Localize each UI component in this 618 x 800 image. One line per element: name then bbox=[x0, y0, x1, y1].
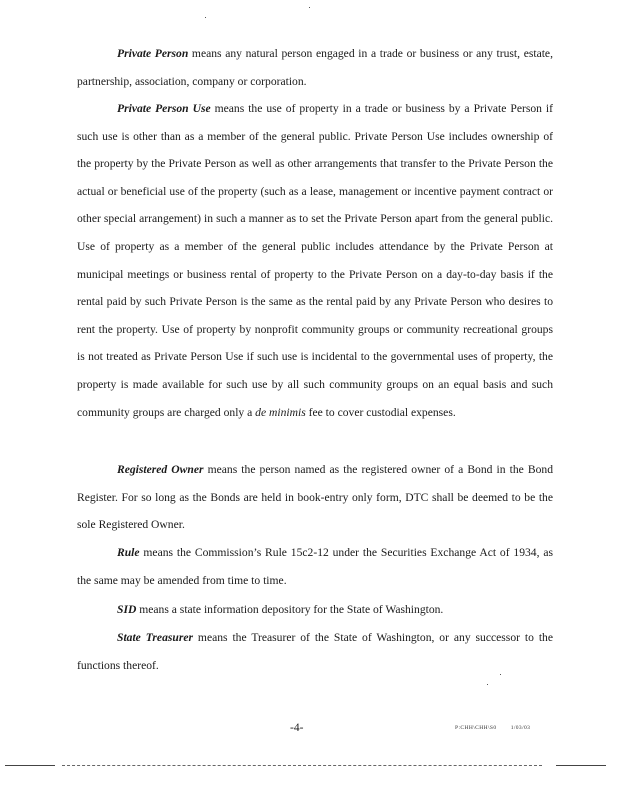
scan-edge-line bbox=[556, 765, 606, 766]
defined-term: SID bbox=[117, 603, 137, 616]
definition-text: means the Treasurer of the State of Washington, or any successor to the functions thereof. bbox=[77, 631, 554, 672]
scan-speck bbox=[205, 17, 206, 18]
definition-private-person bbox=[77, 40, 553, 95]
scan-speck bbox=[487, 684, 488, 685]
definition-private-person-use bbox=[77, 95, 553, 426]
scan-speck bbox=[500, 674, 501, 675]
definition-registered-owner bbox=[77, 456, 553, 539]
definition-text: means any natural person engaged in a trade or business or any trust, estate, partnership, association, company or corporation. bbox=[77, 47, 553, 88]
definition-state-treasurer bbox=[77, 624, 553, 679]
definition-text-end: fee to cover custodial expenses. bbox=[305, 405, 456, 419]
defined-term: Registered Owner bbox=[117, 463, 204, 476]
definition-text: means the person named as the registered owner of a Bond in the Bond Register. For so long as the Bonds are held in book-entry only form, DTC shall be deemed to be the sole Registered Owner. bbox=[77, 463, 553, 532]
definition-text: means the Commission’s Rule 15c2-12 under the Securities Exchange Act of 1934, as the same may be amended from time to time. bbox=[77, 546, 553, 587]
emphasis-text: de minimis bbox=[255, 405, 306, 419]
document-id-code: P:CHH\CHH\S0 bbox=[455, 725, 497, 731]
document-id-date: 1/03/03 bbox=[510, 725, 531, 731]
defined-term: Private Person bbox=[117, 47, 189, 60]
scan-speck bbox=[309, 7, 310, 8]
defined-term: Private Person Use bbox=[117, 102, 211, 115]
scan-edge-line bbox=[5, 765, 55, 766]
definition-sid bbox=[77, 596, 553, 624]
scan-edge-line bbox=[62, 765, 542, 766]
definition-text: means a state information depository for the State of Washington. bbox=[136, 603, 444, 616]
defined-term: State Treasurer bbox=[117, 631, 193, 644]
page-number: -4- bbox=[290, 722, 304, 734]
document-id bbox=[455, 725, 530, 731]
definition-rule bbox=[77, 539, 553, 594]
defined-term: Rule bbox=[117, 546, 140, 559]
definition-text: means the use of property in a trade or business by a Private Person if such use is other than as a member of the general public. Private Person Use includes ownership of the property by the Private Person as well as other arrangements that transfer to the Private Person the actual or beneficial use of the property (such as a lease, management or incentive payment contract or other special arrangement) in such a manner as to set the Private Person apart from the general public. Use of property as a member of the general public includes attendance by the Private Person at municipal meetings or business rental of property to the Private Person on a day-to-day basis if the rental paid by such Private Person is the same as the rental paid by any Private Person who desires to rent the property. Use of property by nonprofit community groups or community recreational groups is not treated as Private Person Use if such use is incidental to the governmental uses of property, the property is made available for such use by all such community groups on an equal basis and such community groups are charged only a bbox=[77, 102, 554, 419]
